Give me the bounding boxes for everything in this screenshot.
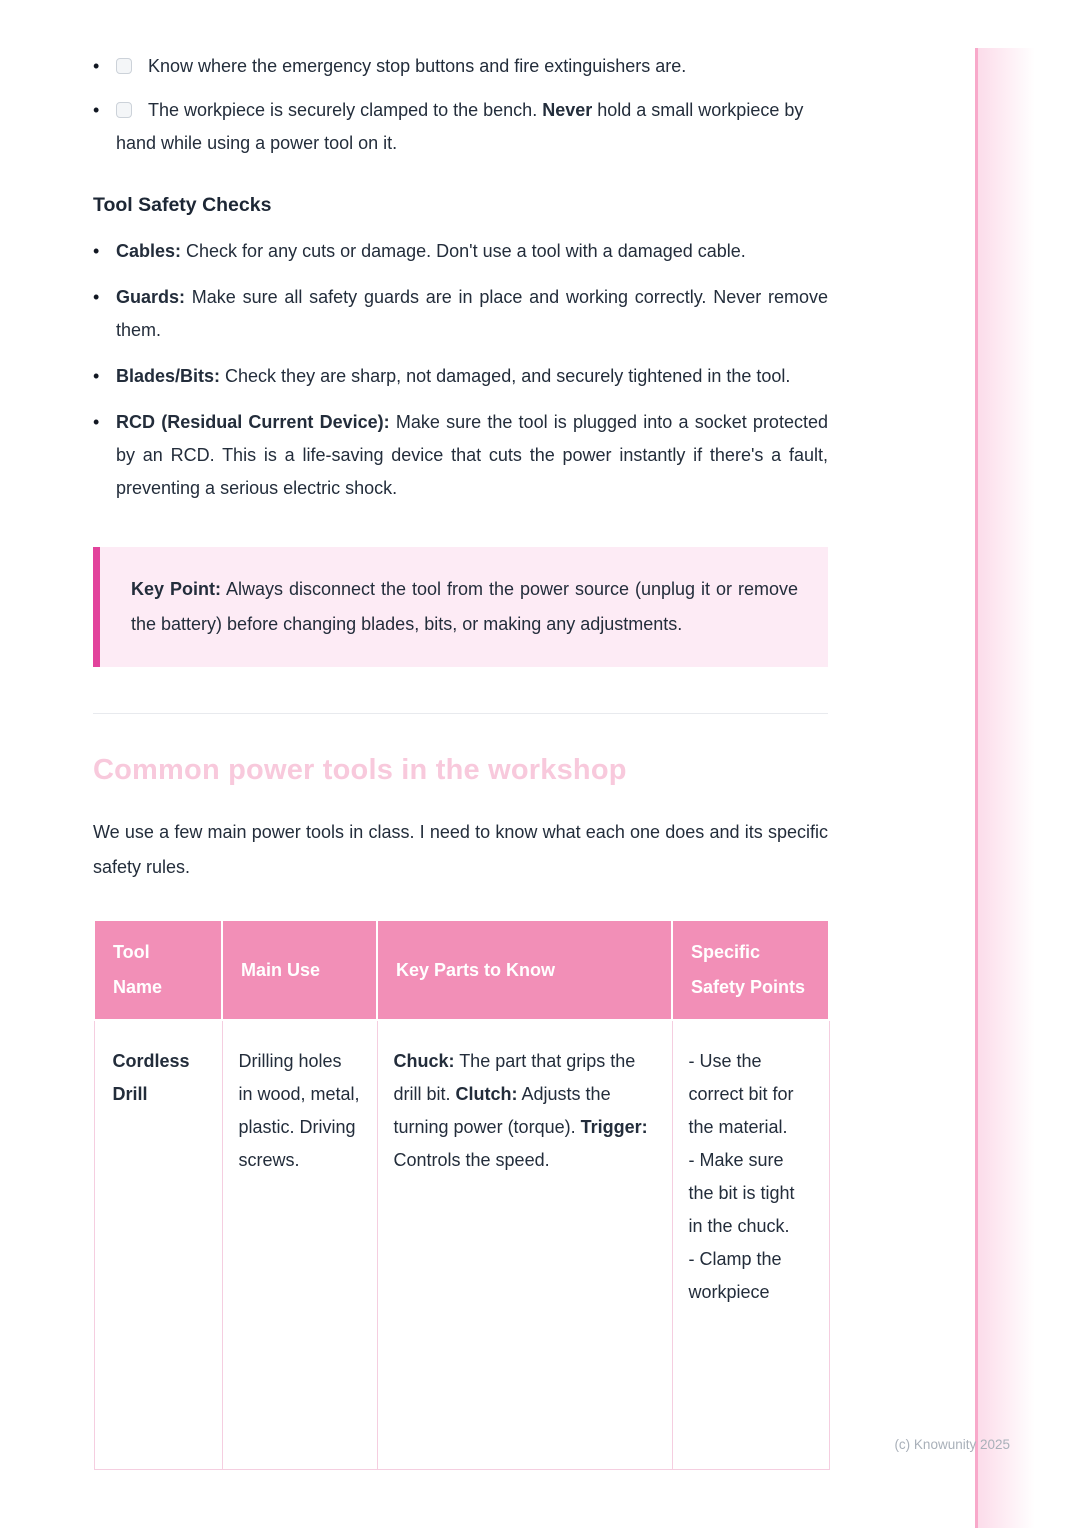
checklist-text: hold a small workpiece by hand while using a power tool on it.	[116, 100, 804, 153]
power-tools-table	[93, 919, 830, 1470]
document-content	[93, 50, 828, 1470]
list-item-body: Make sure the tool is plugged into a socket protected by an RCD. This is a life-saving device that cuts the power instantly if there's a fault, preventing a serious electric shock.	[116, 412, 828, 498]
list-item-body: Check for any cuts or damage. Don't use a tool with a damaged cable.	[181, 241, 746, 261]
list-item	[93, 406, 828, 505]
bullet-marker: •	[93, 100, 100, 120]
list-item	[93, 235, 828, 268]
watermark: (c) Knowunity 2025	[894, 1437, 1010, 1452]
key-part-label: Trigger:	[580, 1117, 648, 1137]
checklist-text-bold: Never	[542, 100, 593, 120]
bullet-marker: •	[93, 56, 100, 76]
list-item-label: Blades/Bits:	[116, 366, 221, 386]
checklist-item-body	[116, 94, 828, 160]
bullet-marker: •	[93, 412, 100, 432]
list-item	[93, 281, 828, 347]
safety-point-line: - Use the correct bit for the material.	[688, 1051, 794, 1137]
list-item-body: Check they are sharp, not damaged, and securely tightened in the tool.	[220, 366, 791, 386]
safety-point-line: - Clamp the workpiece	[688, 1249, 782, 1302]
checkbox[interactable]	[116, 58, 132, 74]
key-part-text: Controls the speed.	[393, 1150, 550, 1170]
table-header-safety-points: Specific Safety Points	[672, 920, 829, 1020]
key-point-callout	[93, 547, 828, 667]
right-accent-band	[975, 48, 1035, 1528]
checklist-text: The workpiece is securely clamped to the bench.	[148, 100, 543, 120]
key-part-text: Adjusts the turning power (torque).	[393, 1084, 611, 1137]
key-point-label: Key Point:	[131, 579, 221, 599]
list-item-label: Guards:	[116, 287, 186, 307]
checklist-text: Know where the emergency stop buttons and fire extinguishers are.	[148, 56, 687, 76]
section-divider	[93, 713, 828, 714]
list-item-body: Make sure all safety guards are in place and working correctly. Never remove them.	[116, 287, 828, 340]
table-header-key-parts: Key Parts to Know	[377, 920, 672, 1020]
checklist-item-body	[116, 50, 828, 83]
bullet-marker: •	[93, 241, 100, 261]
safety-point-line: - Make sure the bit is tight in the chuck.	[688, 1150, 795, 1236]
table-header-tool-name: Tool Name	[94, 920, 222, 1020]
section-intro-paragraph: We use a few main power tools in class. I need to know what each one does and its specific safety rules.	[93, 822, 828, 877]
key-point-text: Always disconnect the tool from the power source (unplug it or remove the battery) before changing blades, bits, or making any adjustments.	[131, 579, 798, 634]
checkbox[interactable]	[116, 102, 132, 118]
table-header-row	[94, 920, 829, 1020]
checklist-item	[93, 94, 828, 160]
key-part-label: Clutch:	[455, 1084, 518, 1104]
table-cell-key-parts	[377, 1020, 672, 1470]
bullet-marker: •	[93, 366, 100, 386]
list-item-text	[116, 281, 828, 347]
table-cell-main-use: Drilling holes in wood, metal, plastic. Driving screws.	[222, 1020, 377, 1470]
list-item	[93, 360, 828, 393]
list-item-text	[116, 406, 828, 505]
table-header-main-use: Main Use	[222, 920, 377, 1020]
bullet-marker: •	[93, 287, 100, 307]
table-cell-safety-points	[672, 1020, 829, 1470]
table-row	[94, 1020, 829, 1470]
section-heading-common-power-tools: Common power tools in the workshop	[93, 754, 627, 786]
list-item-text	[116, 360, 828, 393]
table-cell-tool-name: Cordless Drill	[94, 1020, 222, 1470]
section-heading-tool-safety-checks: Tool Safety Checks	[93, 194, 272, 216]
key-part-text: The part that grips the drill bit.	[393, 1051, 636, 1104]
key-part-label: Chuck:	[393, 1051, 455, 1071]
list-item-label: RCD (Residual Current Device):	[116, 412, 390, 432]
checklist-item	[93, 50, 828, 83]
list-item-text	[116, 235, 828, 268]
list-item-label: Cables:	[116, 241, 182, 261]
